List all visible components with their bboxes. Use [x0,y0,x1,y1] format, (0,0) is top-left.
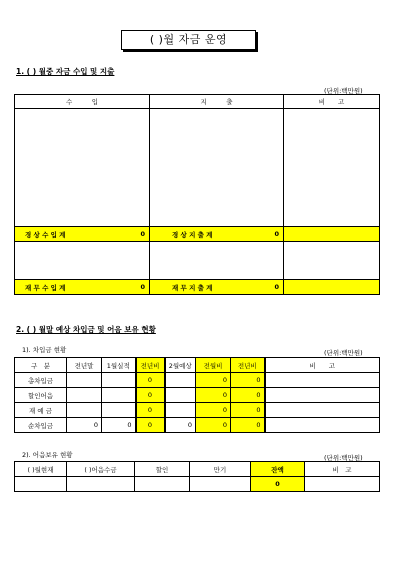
cell[interactable] [190,477,251,492]
cell: 0 [102,418,136,433]
section1-heading: 1. ( ) 월중 자금 수입 및 지출 [16,67,115,76]
regular-income-area[interactable] [15,109,150,227]
regular-expense-label: 경 상 지 출 계 [172,231,213,239]
cell[interactable] [265,388,380,403]
row-label: 재 예 금 [15,403,67,418]
loan-header-mom: 전월비 [196,358,231,373]
loan-subtitle: 1). 차입금 현황 [22,346,67,354]
row-label: 순차입금 [15,418,67,433]
regular-income-total [15,227,150,242]
cell: 0 [136,373,165,388]
cell[interactable] [67,388,102,403]
regular-note-area[interactable] [284,109,380,227]
table-row [15,388,380,403]
cell: 0 [196,418,231,433]
header-income: 수 입 [15,95,150,109]
bill-table [14,461,380,492]
cell[interactable] [265,403,380,418]
cell[interactable] [67,373,102,388]
cell[interactable] [265,418,380,433]
cell[interactable] [165,403,196,418]
bill-header-collection: ( )어음수금 [67,462,135,477]
finance-income-total [15,280,150,295]
cell[interactable] [102,373,136,388]
cell[interactable] [102,388,136,403]
cell[interactable] [265,373,380,388]
header-expense: 지 출 [150,95,284,109]
row-label: 총차입금 [15,373,67,388]
cell: 0 [231,388,265,403]
cell: 0 [231,403,265,418]
cell: 0 [136,418,165,433]
finance-note-total [284,280,380,295]
regular-income-value: 0 [140,230,145,238]
cell[interactable] [165,388,196,403]
bill-header-balance: 잔액 [251,462,305,477]
loan-header-yoy-1: 전년비 [136,358,165,373]
cell: 0 [136,388,165,403]
cell: 0 [231,373,265,388]
cell: 0 [196,373,231,388]
regular-expense-value: 0 [274,230,279,238]
loan-header-yoy-2: 전년비 [231,358,265,373]
cell: 0 [136,403,165,418]
table-row [15,418,380,433]
table-row [15,477,380,492]
cell: 0 [67,418,102,433]
cell[interactable] [165,373,196,388]
cell: 0 [231,418,265,433]
bill-balance-value: 0 [251,477,305,492]
finance-expense-area[interactable] [150,242,284,280]
cell: 0 [196,388,231,403]
cell[interactable] [67,403,102,418]
finance-income-area[interactable] [15,242,150,280]
finance-income-value: 0 [140,283,145,291]
loan-header-note: 비 고 [265,358,380,373]
finance-expense-total [150,280,284,295]
regular-expense-area[interactable] [150,109,284,227]
bill-header-maturity: 만기 [190,462,251,477]
income-expense-table [14,94,380,295]
loan-header-category: 구 분 [15,358,67,373]
cell: 0 [165,418,196,433]
header-note: 비 고 [284,95,380,109]
loan-header-feb-forecast: 2월예상 [165,358,196,373]
bill-header-note: 비 고 [305,462,380,477]
bill-subtitle: 2). 어음보유 현황 [22,451,73,459]
finance-income-label: 재 무 수 입 계 [25,284,66,292]
section1-unit: (단위:백만원) [324,87,363,95]
cell: 0 [196,403,231,418]
page-title: ( )월 자금 운영 [121,30,256,50]
loan-header-prev-year-end: 전년말 [67,358,102,373]
finance-expense-value: 0 [274,283,279,291]
regular-income-label: 경 상 수 입 계 [25,231,66,239]
loan-table [14,357,380,433]
loan-unit: (단위:백만원) [324,349,363,357]
section2-heading: 2. ( ) 월말 예상 차입금 및 어음 보유 현황 [16,325,156,334]
loan-header-jan-actual: 1월실적 [102,358,136,373]
bill-unit: (단위:백만원) [324,454,363,462]
cell[interactable] [135,477,190,492]
table-row [15,403,380,418]
finance-expense-label: 재 무 지 출 계 [172,284,213,292]
regular-expense-total [150,227,284,242]
table-row [15,373,380,388]
bill-header-current-month: ( )월현재 [15,462,67,477]
cell[interactable] [15,477,67,492]
regular-note-total [284,227,380,242]
bill-header-discount: 할인 [135,462,190,477]
row-label: 할인어음 [15,388,67,403]
finance-note-area[interactable] [284,242,380,280]
cell[interactable] [305,477,380,492]
cell[interactable] [67,477,135,492]
cell[interactable] [102,403,136,418]
